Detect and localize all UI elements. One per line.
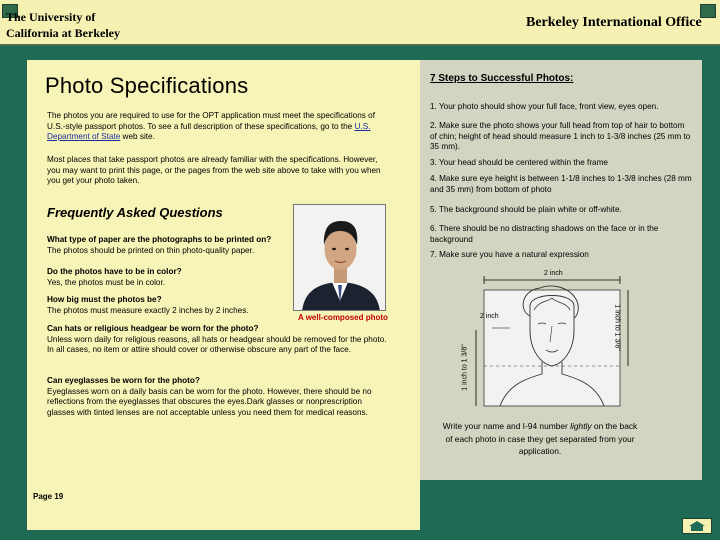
diagram-label-left: 1 inch to 1 3/8" — [461, 344, 469, 391]
diagram-label-right: 1 inch to 1 3/8" — [613, 304, 621, 351]
diagram-label-inner: 2 inch — [480, 313, 499, 320]
faq-item — [47, 267, 287, 288]
page-number: Page 19 — [33, 492, 64, 501]
university-name — [6, 9, 156, 41]
faq-item — [47, 324, 387, 356]
write-text: Write your name and I-94 number — [442, 421, 571, 431]
step-item: 3. Your head should be centered within the frame — [430, 158, 608, 167]
write-instructions — [440, 420, 640, 458]
steps-heading: 7 Steps to Successful Photos: — [430, 73, 574, 84]
portrait-illustration — [294, 205, 386, 311]
intro-paragraph — [47, 111, 387, 143]
step-item: 6. There should be no distracting shadows on the face or in the background — [430, 224, 659, 244]
faq-answer: The photos must measure exactly 2 inches by 2 inches. — [47, 305, 249, 315]
corner-decoration — [700, 4, 716, 18]
faq-heading: Frequently Asked Questions — [47, 205, 223, 220]
faq-answer: Unless worn daily for religious reasons, all hats or headgear should be removed for the photo. In all cases, no item or attire should cover or otherwise obscure any part of the face. — [47, 334, 387, 354]
faq-item — [47, 295, 287, 316]
photo-caption: A well-composed photo — [298, 313, 388, 322]
step-item: 2. Make sure the photo shows your full head from top of hair to bottom of chin; height of head should measure 1 inch to 1-3/8 inches (25 mm to 35 mm). — [430, 121, 691, 151]
university-line-1: The University of — [6, 10, 96, 24]
faq-question: Can hats or religious headgear be worn for the photo? — [47, 324, 259, 333]
intro-paragraph-2: Most places that take passport photos are already familiar with the specifications. However, you may want to print this page, or the pages from the web site above to take with you when you get your photo taken. — [47, 155, 381, 185]
faq-question: Do the photos have to be in color? — [47, 267, 182, 276]
office-name: Berkeley International Office — [526, 15, 702, 30]
intro-text: The photos you are required to use for the OPT application must meet the specifications of U.S.-style passport photos. To see a full description of these specifications, go to the — [47, 111, 375, 131]
faq-answer: Eyeglasses worn on a daily basis can be worn for the photo. However, there should be no reflections from the eyeglasses that obscures the eyes.Dark glasses or nonprescription glasses with tinted lenses are not acceptable unless you need them for medical reasons. — [47, 386, 372, 417]
university-line-2: California at Berkeley — [6, 26, 120, 40]
sample-passport-photo — [293, 204, 386, 311]
step-item: 4. Make sure eye height is between 1-1/8 inches to 1-3/8 inches (28 mm and 35 mm) from bottom of photo — [430, 174, 692, 194]
diagram-label-top: 2 inch — [544, 270, 563, 277]
intro-text-end: web site. — [120, 132, 155, 141]
write-text-end: on the back of each photo in case they get separated from your application. — [445, 421, 638, 456]
header-bar — [0, 0, 720, 46]
home-button[interactable] — [682, 518, 712, 534]
step-item: 7. Make sure you have a natural expression — [430, 250, 589, 259]
faq-item — [47, 235, 287, 256]
head-size-diagram — [461, 270, 645, 410]
step-item: 5. The background should be plain white or off-white. — [430, 205, 622, 214]
step-item: 1. Your photo should show your full face, front view, eyes open. — [430, 102, 659, 111]
write-emphasis: lightly — [570, 421, 592, 431]
faq-question: Can eyeglasses be worn for the photo? — [47, 376, 200, 385]
faq-question: What type of paper are the photographs to be printed on? — [47, 235, 272, 244]
faq-answer: The photos should be printed on thin photo-quality paper. — [47, 245, 255, 255]
state-department-link[interactable]: U.S. Department of State — [47, 121, 371, 141]
faq-question: How big must the photos be? — [47, 295, 162, 304]
page-title: Photo Specifications — [45, 73, 249, 98]
faq-answer: Yes, the photos must be in color. — [47, 277, 166, 287]
home-icon — [683, 519, 711, 533]
faq-item — [47, 376, 387, 418]
